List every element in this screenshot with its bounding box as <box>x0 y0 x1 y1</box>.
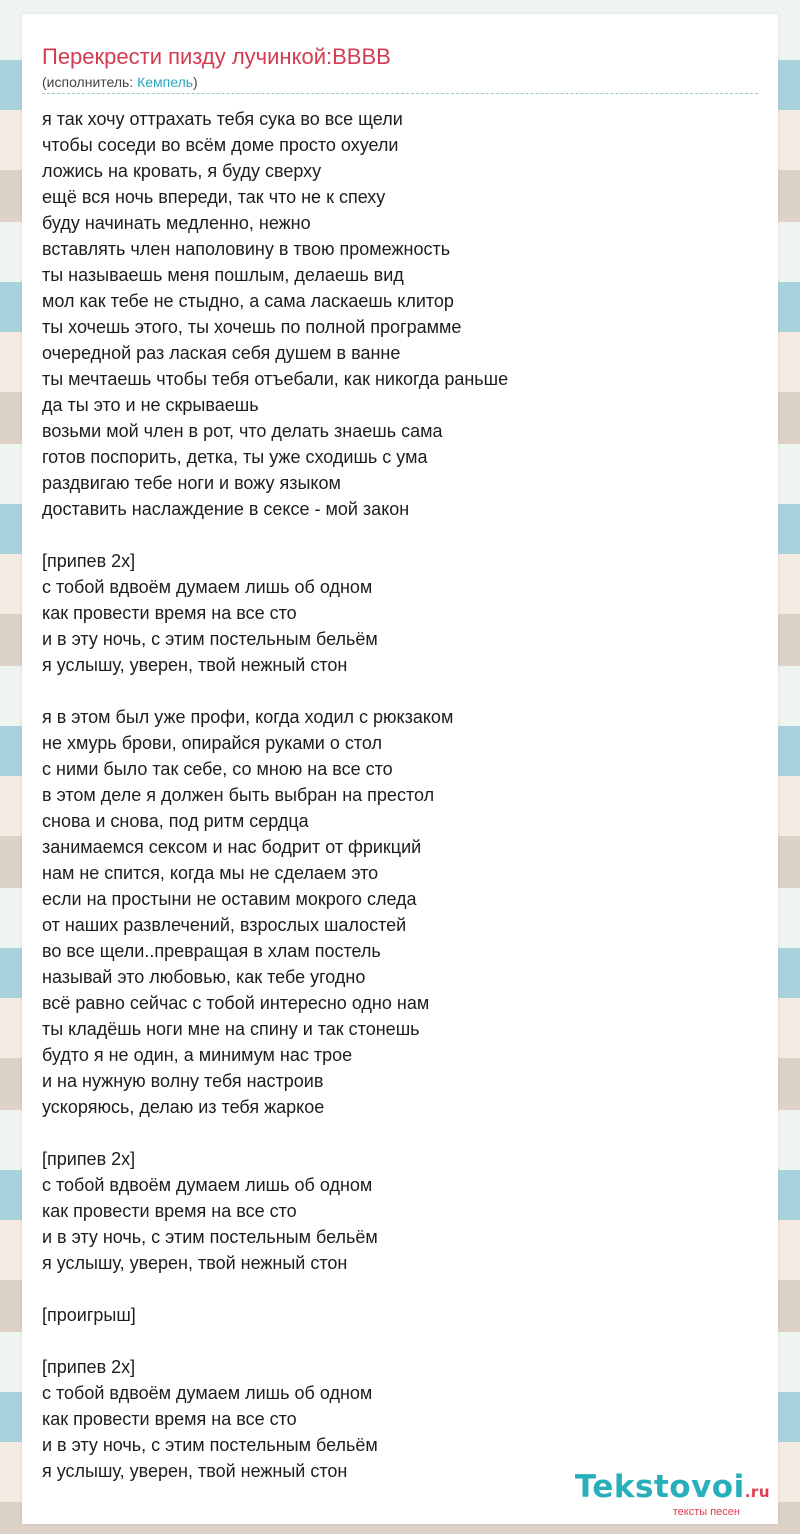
lyric-line: во все щели..превращая в хлам постель <box>42 941 381 961</box>
lyric-line: в этом деле я должен быть выбран на престол <box>42 785 435 805</box>
lyric-line: как провести время на все сто <box>42 603 297 623</box>
song-title: Перекрести пизду лучинкой:ВВВВ <box>42 44 391 69</box>
lyric-line: доставить наслаждение в сексе - мой закон <box>42 499 410 519</box>
lyric-line: будто я не один, а минимум нас трое <box>42 1045 353 1065</box>
lyric-blank-line <box>42 522 758 548</box>
lyric-line: как провести время на все сто <box>42 1409 297 1429</box>
lyric-line: как провести время на все сто <box>42 1201 297 1221</box>
lyric-line: я так хочу оттрахать тебя сука во все щели <box>42 109 403 129</box>
lyric-blank-line <box>42 1328 758 1354</box>
lyric-line: ты называешь меня пошлым, делаешь вид <box>42 265 404 285</box>
lyric-line: ещё вся ночь впереди, так что не к спеху <box>42 187 386 207</box>
lyrics-page <box>22 14 778 1524</box>
lyric-line: очередной раз лаская себя душем в ванне <box>42 343 401 363</box>
lyric-line: нам не спится, когда мы не сделаем это <box>42 863 379 883</box>
lyric-line: и на нужную волну тебя настроив <box>42 1071 324 1091</box>
performer-suffix: ) <box>193 74 198 90</box>
lyrics-text <box>42 106 758 1484</box>
lyric-line: я услышу, уверен, твой нежный стон <box>42 1253 348 1273</box>
lyric-line: ты мечтаешь чтобы тебя отъебали, как никогда раньше <box>42 369 509 389</box>
lyric-blank-line <box>42 678 758 704</box>
logo-tld: .ru <box>744 1483 770 1501</box>
lyric-blank-line <box>42 1120 758 1146</box>
lyric-line: ты кладёшь ноги мне на спину и так стонешь <box>42 1019 420 1039</box>
lyric-line: от наших развлечений, взрослых шалостей <box>42 915 407 935</box>
lyric-line: я услышу, уверен, твой нежный стон <box>42 1461 348 1481</box>
lyric-line: и в эту ночь, с этим постельным бельём <box>42 1227 378 1247</box>
lyric-line: [припев 2x] <box>42 1149 136 1169</box>
lyric-line: чтобы соседи во всём доме просто охуели <box>42 135 399 155</box>
lyric-line: с тобой вдвоём думаем лишь об одном <box>42 577 373 597</box>
lyric-line: с тобой вдвоём думаем лишь об одном <box>42 1383 373 1403</box>
lyric-line: я в этом был уже профи, когда ходил с рюкзаком <box>42 707 454 727</box>
artist-link[interactable]: Кемпель <box>137 74 194 90</box>
lyric-line: и в эту ночь, с этим постельным бельём <box>42 629 378 649</box>
lyric-line: мол как тебе не стыдно, а сама ласкаешь клитор <box>42 291 454 311</box>
lyric-line: снова и снова, под ритм сердца <box>42 811 309 831</box>
lyric-line: [проигрыш] <box>42 1305 136 1325</box>
lyric-line: ложись на кровать, я буду сверху <box>42 161 322 181</box>
lyric-line: [припев 2x] <box>42 1357 136 1377</box>
lyric-line: занимаемся сексом и нас бодрит от фрикций <box>42 837 422 857</box>
lyric-blank-line <box>42 1276 758 1302</box>
lyric-line: с ними было так себе, со мною на все сто <box>42 759 393 779</box>
lyric-line: да ты это и не скрываешь <box>42 395 259 415</box>
logo-tagline: тексты песен <box>672 1506 740 1518</box>
lyric-line: готов поспорить, детка, ты уже сходишь с ума <box>42 447 428 467</box>
lyric-line: ты хочешь этого, ты хочешь по полной программе <box>42 317 462 337</box>
site-logo[interactable] <box>575 1470 770 1518</box>
lyric-line: буду начинать медленно, нежно <box>42 213 311 233</box>
lyric-line: называй это любовью, как тебе угодно <box>42 967 366 987</box>
lyric-line: [припев 2x] <box>42 551 136 571</box>
lyric-line: и в эту ночь, с этим постельным бельём <box>42 1435 378 1455</box>
lyric-line: всё равно сейчас с тобой интересно одно нам <box>42 993 430 1013</box>
lyric-line: возьми мой член в рот, что делать знаешь сама <box>42 421 443 441</box>
lyric-line: ускоряюсь, делаю из тебя жаркое <box>42 1097 325 1117</box>
logo-name: Tekstovoi <box>574 1469 745 1505</box>
lyric-line: я услышу, уверен, твой нежный стон <box>42 655 348 675</box>
lyric-line: с тобой вдвоём думаем лишь об одном <box>42 1175 373 1195</box>
performer-line <box>42 74 198 90</box>
lyric-line: не хмурь брови, опирайся руками о стол <box>42 733 382 753</box>
divider <box>42 93 758 94</box>
lyric-line: раздвигаю тебе ноги и вожу языком <box>42 473 341 493</box>
lyric-line: вставлять член наполовину в твою промежность <box>42 239 451 259</box>
lyric-line: если на простыни не оставим мокрого следа <box>42 889 417 909</box>
performer-prefix: (исполнитель: <box>42 74 138 90</box>
